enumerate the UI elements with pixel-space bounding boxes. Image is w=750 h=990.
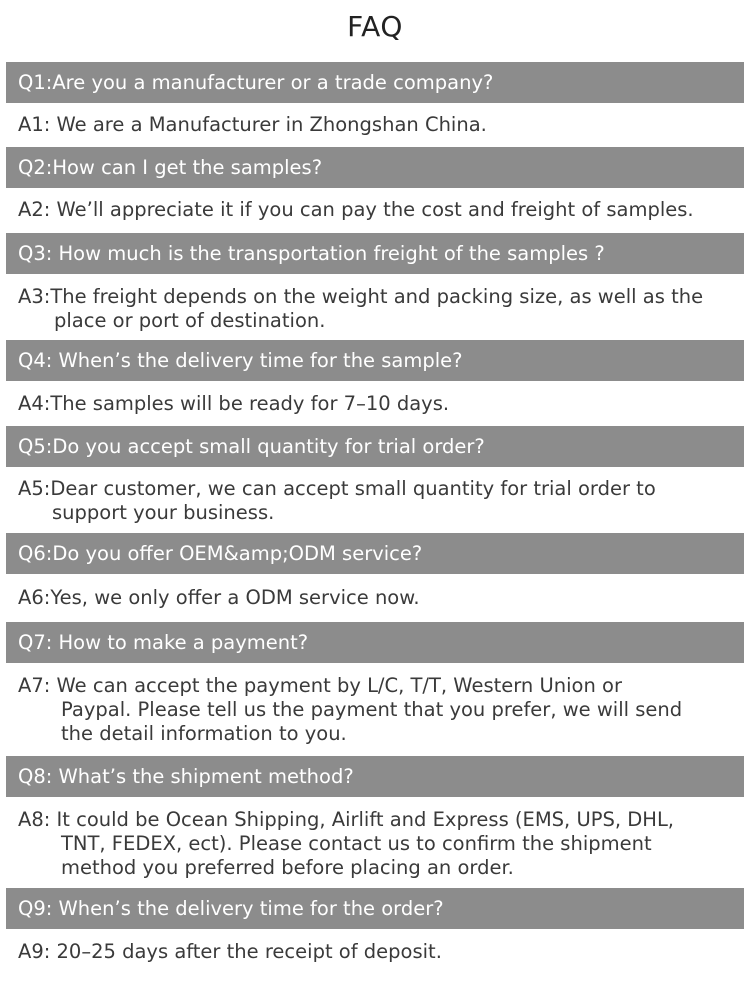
answer-9-line-1: A9: 20–25 days after the receipt of deposit. bbox=[18, 940, 442, 963]
answer-1-line-1: A1: We are a Manufacturer in Zhongshan China. bbox=[18, 113, 487, 136]
question-6: Q6:Do you offer OEM&amp;ODM service? bbox=[6, 533, 744, 574]
question-3: Q3: How much is the transportation freight of the samples ? bbox=[6, 233, 744, 274]
question-7: Q7: How to make a payment? bbox=[6, 622, 744, 663]
question-2: Q2:How can I get the samples? bbox=[6, 147, 744, 188]
answer-3-line-2: place or port of destination. bbox=[54, 309, 326, 332]
answer-1 bbox=[18, 113, 744, 137]
answer-5 bbox=[18, 477, 744, 525]
answer-8-line-1: A8: It could be Ocean Shipping, Airlift and Express (EMS, UPS, DHL, bbox=[18, 808, 675, 831]
answer-6-line-1: A6:Yes, we only offer a ODM service now. bbox=[18, 586, 420, 609]
question-8: Q8: What’s the shipment method? bbox=[6, 756, 744, 797]
question-5: Q5:Do you accept small quantity for trial order? bbox=[6, 426, 744, 467]
answer-8-line-2: TNT, FEDEX, ect). Please contact us to confirm the shipment bbox=[61, 832, 652, 855]
answer-7-line-2: Paypal. Please tell us the payment that you prefer, we will send bbox=[61, 698, 683, 721]
answer-3-line-1: A3:The freight depends on the weight and packing size, as well as the bbox=[18, 285, 704, 308]
answer-8-line-3: method you preferred before placing an order. bbox=[61, 856, 514, 879]
answer-4 bbox=[18, 392, 744, 416]
answer-3 bbox=[18, 285, 744, 333]
answer-7 bbox=[18, 674, 744, 746]
answer-2 bbox=[18, 198, 744, 222]
answer-2-line-1: A2: We’ll appreciate it if you can pay the cost and freight of samples. bbox=[18, 198, 694, 221]
question-1: Q1:Are you a manufacturer or a trade company? bbox=[6, 62, 744, 103]
question-9: Q9: When’s the delivery time for the order? bbox=[6, 888, 744, 929]
answer-7-line-3: the detail information to you. bbox=[61, 722, 347, 745]
page-title: FAQ bbox=[347, 10, 403, 43]
answer-7-line-1: A7: We can accept the payment by L/C, T/T, Western Union or bbox=[18, 674, 622, 697]
answer-5-line-1: A5:Dear customer, we can accept small quantity for trial order to bbox=[18, 477, 656, 500]
answer-4-line-1: A4:The samples will be ready for 7–10 days. bbox=[18, 392, 450, 415]
answer-5-line-2: support your business. bbox=[52, 501, 275, 524]
answer-6 bbox=[18, 586, 744, 610]
answer-8 bbox=[18, 808, 744, 880]
answer-9 bbox=[18, 940, 744, 964]
question-4: Q4: When’s the delivery time for the sample? bbox=[6, 340, 744, 381]
